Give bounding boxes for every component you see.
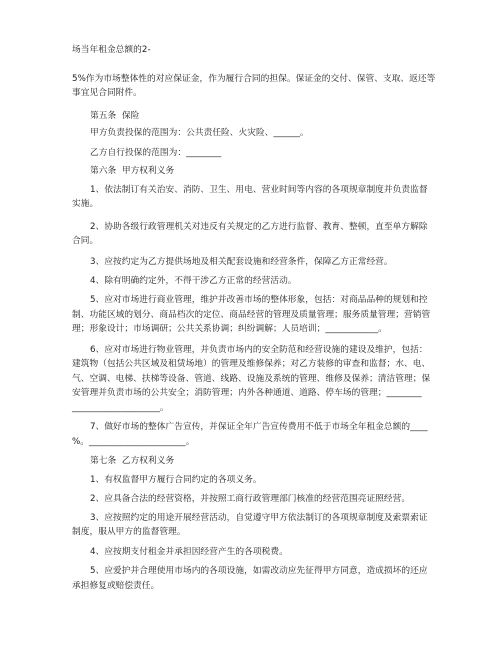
section-heading: 第六条 甲方权利义务 bbox=[90, 166, 175, 176]
text-line: 4、应按期支付租金并承担因经营产生的各项税费。 bbox=[90, 547, 288, 557]
text-line: 1、依法制订有关治安、消防、卫生、用电、营业时间等内容的各项规章制度并负责监督 bbox=[90, 185, 428, 195]
text-line: 安管理并负责市场的公共安全；消防管理；内外各种通道、道路、停车场的管理；________ bbox=[72, 388, 422, 398]
text-line: 甲方负责投保的范围为：公共责任险、火灾险、______。 bbox=[90, 128, 309, 138]
text-line: 建筑物（包括公共区域及租赁场地）的管理及维修保养；对乙方装修的审查和监督；水、电、 bbox=[72, 359, 431, 369]
text-line: 实施。 bbox=[72, 199, 99, 209]
text-line: 7、做好市场的整体广告宣传，并保证全年广告宣传费用不低于市场全年租金总额的____ bbox=[90, 422, 428, 432]
text-line: 场当年租金总额的2- bbox=[72, 45, 151, 55]
section-heading: 第七条 乙方权利义务 bbox=[90, 456, 175, 466]
text-line: 承担修复或赔偿责任。 bbox=[72, 581, 160, 591]
text-line: 制度，服从甲方的监督管理。 bbox=[72, 527, 186, 537]
text-line: 6、应对市场进行物业管理，并负责市场内的安全防范和经营设施的建设及维护，包括： bbox=[90, 345, 428, 355]
text-line: 1、有权监督甲方履行合同约定的各项义务。 bbox=[90, 475, 262, 485]
text-line: 5、应对市场进行商业管理，维护并改善市场的整体形象，包括：对商品品种的规划和控 bbox=[90, 295, 428, 305]
text-line: 气、空调、电梯、扶梯等设备、管道、线路、设施及系统的管理、维修及保养；清洁管理；保 bbox=[72, 374, 431, 384]
text-line: %。______________________。 bbox=[72, 437, 195, 447]
text-line: 3、应按照约定的用途开展经营活动，自觉遵守甲方依法制订的各项规章制度及索票索证 bbox=[90, 513, 428, 523]
text-line: 5、应爱护并合理使用市场内的各项设施，如需改动应先征得甲方同意，造成损坏的还应 bbox=[90, 566, 428, 576]
text-line: 4、除有明确约定外，不得干涉乙方正常的经营活动。 bbox=[90, 276, 297, 286]
text-line: 3、应按约定为乙方提供场地及相关配套设施和经营条件，保障乙方正常经营。 bbox=[90, 257, 393, 267]
text-line: 理；形象设计；市场调研；公共关系协调；纠纷调解；人员培训；____________。 bbox=[72, 324, 387, 334]
text-line: 2、协助各级行政管理机关对违反有关规定的乙方进行监督、教育、整顿，直至单方解除 bbox=[90, 222, 428, 232]
text-line: 2、应具备合法的经营资格，并按照工商行政管理部门核准的经营范围亮证照经营。 bbox=[90, 494, 411, 504]
section-heading: 第五条 保险 bbox=[90, 111, 140, 121]
text-line: 合同。 bbox=[72, 236, 99, 246]
text-line: 制、功能区域的划分、商品档次的定位、商品经营的管理及质量管理；服务质量管理；营销管 bbox=[72, 310, 431, 320]
text-line: ____________________。 bbox=[72, 403, 169, 413]
text-line: 乙方自行投保的范围为：________ bbox=[90, 148, 222, 158]
text-line: 5%作为市场整体性的对应保证金，作为履行合同的担保。保证金的交付、保管、支取、返还等 bbox=[72, 74, 436, 84]
text-line: 事宜见合同附件。 bbox=[72, 88, 142, 98]
